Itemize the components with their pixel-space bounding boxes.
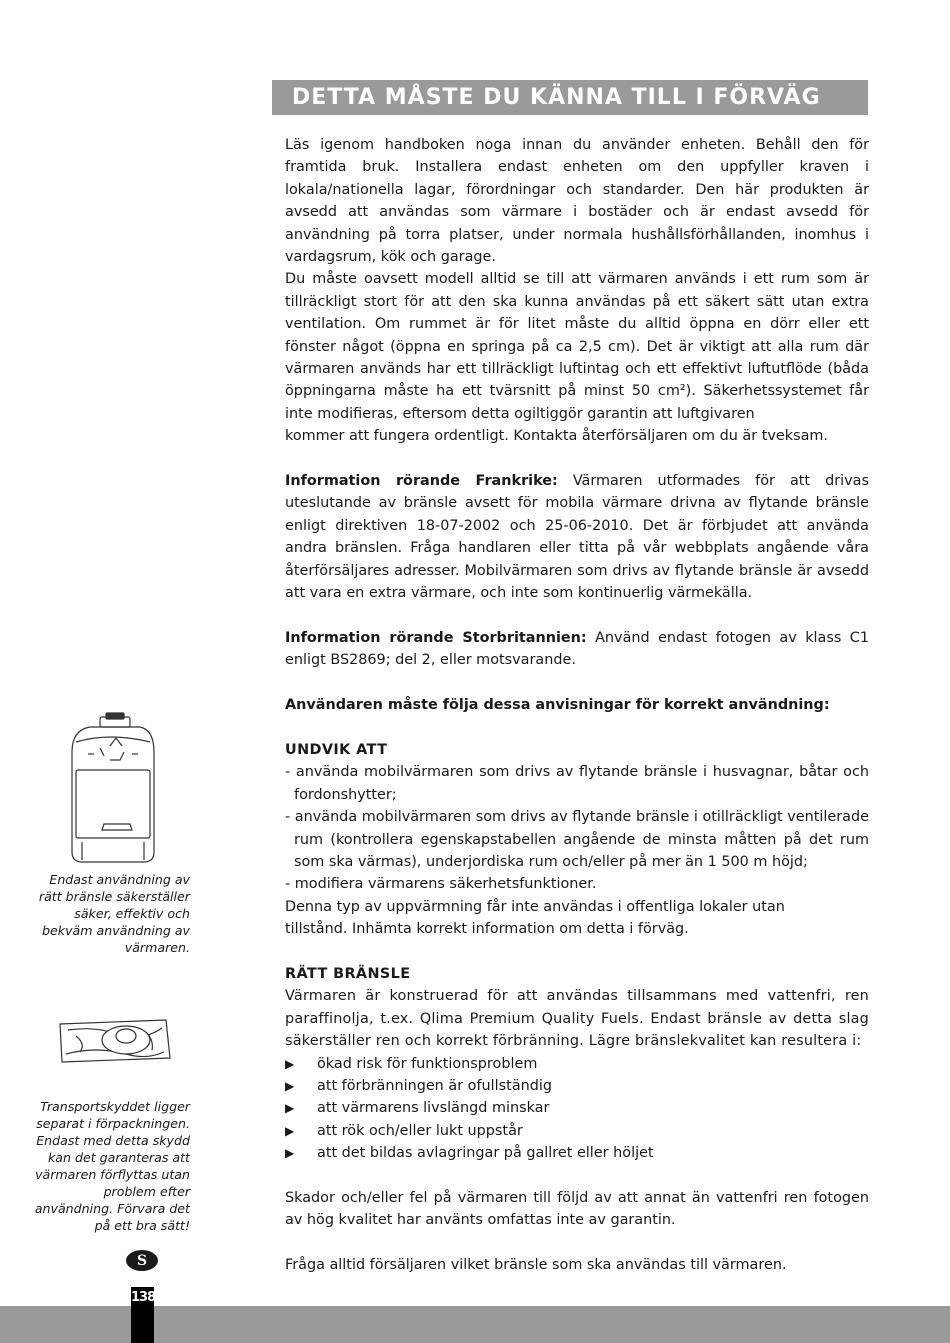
intro-paragraph-2: Du måste oavsett modell alltid se till att värmaren används i ett rum som är tillräckligt stort för att den ska kunna användas på ett säkert sätt utan extra ventilation. Om rummet är för litet måste du alltid öppna en dörr eller ett fönster något (öppna en springa på ca 2,5 cm). Det är viktigt att alla rum där värmaren används har ett tillräckligt luftintag och ett effektivt luftutflöde (båda öppningarna måste ha ett tvärsnitt på minst 50 cm²). Säkerhetssystemet får inte modifieras, eftersom detta ogiltiggör garantin att luftgivaren	[285, 271, 869, 422]
fuel-bullet: ▶ att rök och/eller lukt uppstår	[285, 1120, 869, 1142]
avoid-item: - använda mobilvärmaren som drivs av flytande bränsle i otillräckligt ventilerade rum (kontrollera egenskapstabellen angående de minsta måtten på det rum som ska värmas), underjordiska rum och/eller på mer än 1 500 m höjd;	[285, 809, 869, 870]
fuel-heading: RÄTT BRÄNSLE	[285, 965, 411, 982]
avoid-note-1: Denna typ av uppvärmning får inte användas i offentliga lokaler utan	[285, 898, 785, 915]
page-number: 138	[131, 1290, 156, 1305]
france-info	[285, 470, 869, 604]
avoid-heading: UNDVIK ATT	[285, 741, 388, 758]
instructions-heading: Användaren måste följa dessa anvisningar för korrekt användning:	[285, 697, 830, 714]
transport-protection-illustration	[56, 1016, 174, 1066]
fuel-bullet: ▶ ökad risk för funktionsproblem	[285, 1053, 869, 1075]
avoid-item: - modifiera värmarens säkerhetsfunktioner.	[285, 876, 597, 893]
intro-paragraph-1: Läs igenom handboken noga innan du använder enheten. Behåll den för framtida bruk. Installera endast enheten om den uppfyller kraven i lokala/nationella lagar, förordningar och standarder. Den här produkten är avsedd att användas som värmare i bostäder och är endast avsedd för användning på torra platser, under normala hushållsförhållanden, inomhus i vardagsrum, kök och garage.	[285, 137, 869, 266]
triangle-bullet-icon: ▶	[285, 1078, 295, 1093]
fuel-paragraph: Värmaren är konstruerad för att användas tillsammans med vattenfri, ren paraffinolja, t.ex. Qlima Premium Quality Fuels. Endast bränsle av detta slag säkerställer ren och korrekt förbränning. Lägre bränslekvalitet kan resultera i:	[285, 988, 869, 1050]
triangle-bullet-icon: ▶	[285, 1123, 295, 1138]
france-info-text: Värmaren utformades för att drivas uteslutande av bränsle avsett för mobila värmare drivna av flytande bränsle enligt direktiven 18-07-2002 och 25-06-2010. Det är förbjudet att använda andra bränslen. Fråga handlaren eller titta på vår webbplats angående våra återförsäljares adresser. Mobilvärmaren som drivs av flytande bränsle är avsedd att vara en extra värmare, och inte som kontinuerlig värmekälla.	[285, 473, 869, 602]
triangle-bullet-icon: ▶	[285, 1146, 295, 1161]
uk-info	[285, 627, 869, 672]
avoid-item: - använda mobilvärmaren som drivs av flytande bränsle i husvagnar, båtar och fordonshytter;	[285, 764, 869, 803]
uk-info-label: Information rörande Storbritannien:	[285, 629, 587, 646]
avoid-note-2: tillstånd. Inhämta korrekt information om detta i förväg.	[285, 921, 689, 938]
fuel-bullet: ▶ att värmarens livslängd minskar	[285, 1097, 869, 1119]
language-badge: S	[126, 1250, 158, 1271]
page-title: DETTA MÅSTE DU KÄNNA TILL I FÖRVÄG	[292, 85, 821, 110]
uk-info-text: Använd endast fotogen av klass C1 enligt BS2869; del 2, eller motsvarande.	[285, 629, 869, 669]
triangle-bullet-icon: ▶	[285, 1056, 295, 1071]
intro-paragraph-3: kommer att fungera ordentligt. Kontakta återförsäljaren om du är tveksam.	[285, 428, 828, 445]
warranty-paragraph: Skador och/eller fel på värmaren till följd av att annat än vattenfri ren fotogen av hög kvalitet har använts omfattas inte av garantin.	[285, 1190, 869, 1229]
france-info-label: Information rörande Frankrike:	[285, 473, 558, 490]
sidebar-caption-transport: Transportskyddet ligger separat i förpackningen. Endast med detta skydd kan det garanteras att värmaren förflyttas utan problem efter användning. Förvara det på ett bra sätt!	[34, 1099, 190, 1233]
page-number-tab	[131, 1287, 154, 1343]
triangle-bullet-icon: ▶	[285, 1101, 295, 1116]
fuel-canister-illustration	[60, 712, 160, 867]
fuel-bullet: ▶ att det bildas avlagringar på gallret eller höljet	[285, 1142, 869, 1164]
header-bar	[272, 80, 868, 115]
fuel-bullet: ▶ att förbränningen är ofullständig	[285, 1075, 869, 1097]
main-content	[285, 134, 869, 1277]
sidebar-caption-fuel: Endast användning av rätt bränsle säkerställer säker, effektiv och bekväm användning av värmaren.	[38, 872, 190, 955]
fuel-ask-paragraph: Fråga alltid försäljaren vilket bränsle som ska användas till värmaren.	[285, 1257, 787, 1274]
